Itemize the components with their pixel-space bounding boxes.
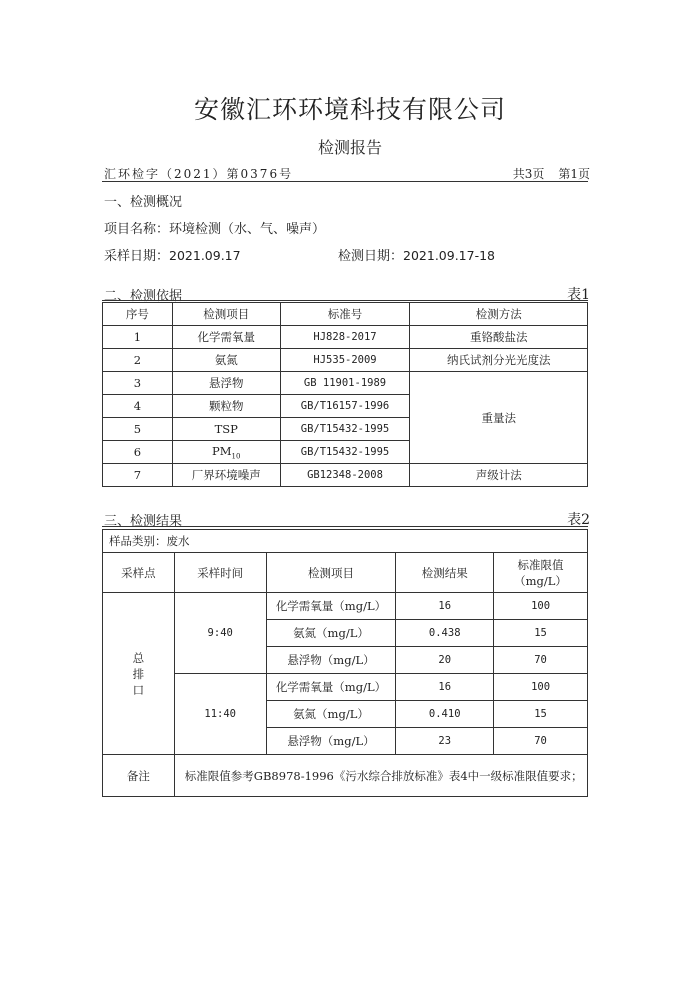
company-name: 安徽汇环环境科技有限公司 xyxy=(193,95,506,124)
table-header-row xyxy=(103,303,588,326)
header-cell xyxy=(494,553,588,593)
test-item-text: PM xyxy=(212,443,232,458)
testing-date-line xyxy=(338,245,495,264)
current-page: 第1页 xyxy=(558,167,590,181)
results-table xyxy=(102,529,588,797)
page-info xyxy=(513,165,590,182)
results-heading: 三、检测结果 xyxy=(104,514,183,529)
table1-caption: 表1 xyxy=(567,287,590,303)
testing-label: 检测日期： xyxy=(338,249,404,264)
row-number: 5 xyxy=(103,418,173,441)
standard-number: GB/T15432-1995 xyxy=(280,418,410,441)
basis-rule xyxy=(102,300,588,301)
test-item: 氨氮 xyxy=(172,349,280,372)
table-row xyxy=(103,464,588,487)
row-number: 4 xyxy=(103,395,173,418)
header-cell: 序号 xyxy=(103,303,173,326)
test-item: 厂界环境噪声 xyxy=(172,464,280,487)
row-number: 6 xyxy=(103,441,173,464)
doc-number: 汇环检字（2021）第0376号 xyxy=(104,167,294,181)
sampling-date-line xyxy=(104,245,241,264)
row-number: 1 xyxy=(103,326,173,349)
basis-table xyxy=(102,302,588,487)
row-number: 7 xyxy=(103,464,173,487)
table-row xyxy=(103,349,588,372)
standard-number: GB 11901-1989 xyxy=(280,372,410,395)
sampling-point xyxy=(103,593,175,755)
test-item-subscript: 10 xyxy=(231,452,241,461)
limit-value: 70 xyxy=(494,647,588,674)
test-result: 16 xyxy=(396,674,494,701)
table-row xyxy=(103,593,588,620)
test-item: 悬浮物（mg/L） xyxy=(266,728,396,755)
header-rule xyxy=(102,181,588,182)
row-number: 2 xyxy=(103,349,173,372)
test-method: 声级计法 xyxy=(410,464,588,487)
test-item: 悬浮物 xyxy=(172,372,280,395)
sampling-date: 2021.09.17 xyxy=(169,248,241,263)
test-method: 重铬酸盐法 xyxy=(410,326,588,349)
test-method-merged: 重量法 xyxy=(410,372,588,464)
project-value: 环境检测（水、气、噪声） xyxy=(169,222,326,237)
standard-number: GB12348-2008 xyxy=(280,464,410,487)
header-cell: 检测项目 xyxy=(266,553,396,593)
header-cell: 标准号 xyxy=(280,303,410,326)
limit-value: 70 xyxy=(494,728,588,755)
test-item: TSP xyxy=(172,418,280,441)
standard-number: GB/T15432-1995 xyxy=(280,441,410,464)
test-method: 纳氏试剂分光光度法 xyxy=(410,349,588,372)
test-item: 化学需氧量 xyxy=(172,326,280,349)
test-result: 16 xyxy=(396,593,494,620)
table-row xyxy=(103,372,588,395)
testing-date: 2021.09.17-18 xyxy=(403,248,496,263)
test-item: 化学需氧量（mg/L） xyxy=(266,593,396,620)
test-item xyxy=(172,441,280,464)
sample-type: 样品类别：废水 xyxy=(103,530,588,553)
limit-value: 100 xyxy=(494,674,588,701)
test-result: 0.410 xyxy=(396,701,494,728)
limit-value: 100 xyxy=(494,593,588,620)
test-result: 23 xyxy=(396,728,494,755)
point-char: 口 xyxy=(132,682,145,697)
results-rule xyxy=(102,526,588,527)
test-result: 20 xyxy=(396,647,494,674)
table-row xyxy=(103,674,588,701)
limit-header-line1: 标准限值 xyxy=(517,557,564,572)
header-cell: 采样时间 xyxy=(174,553,266,593)
standard-number: HJ535-2009 xyxy=(280,349,410,372)
header-cell: 检测结果 xyxy=(396,553,494,593)
standard-number: HJ828-2017 xyxy=(280,326,410,349)
project-label: 项目名称： xyxy=(104,222,170,237)
header-cell: 采样点 xyxy=(103,553,175,593)
test-result: 0.438 xyxy=(396,620,494,647)
point-char: 排 xyxy=(132,666,145,681)
limit-header-line2: （mg/L） xyxy=(514,573,567,588)
table-row xyxy=(103,326,588,349)
report-title: 检测报告 xyxy=(317,138,382,157)
test-item: 悬浮物（mg/L） xyxy=(266,647,396,674)
project-line xyxy=(104,218,325,237)
basis-heading: 二、检测依据 xyxy=(104,289,183,304)
remark-text: 标准限值参考GB8978-1996《污水综合排放标准》表4中一级标准限值要求； xyxy=(174,755,587,797)
remark-row xyxy=(103,755,588,797)
limit-value: 15 xyxy=(494,701,588,728)
sampling-time: 11:40 xyxy=(174,674,266,755)
point-char: 总 xyxy=(132,650,145,665)
test-item: 氨氮（mg/L） xyxy=(266,701,396,728)
sampling-time: 9:40 xyxy=(174,593,266,674)
sample-type-row xyxy=(103,530,588,553)
table-header-row xyxy=(103,553,588,593)
limit-value: 15 xyxy=(494,620,588,647)
overview-heading: 一、检测概况 xyxy=(104,195,183,210)
test-item: 氨氮（mg/L） xyxy=(266,620,396,647)
remark-label: 备注 xyxy=(103,755,175,797)
table2-caption: 表2 xyxy=(567,512,590,528)
header-cell: 检测项目 xyxy=(172,303,280,326)
header-cell: 检测方法 xyxy=(410,303,588,326)
total-pages: 共3页 xyxy=(512,167,545,181)
standard-number: GB/T16157-1996 xyxy=(280,395,410,418)
sampling-label: 采样日期： xyxy=(104,249,170,264)
row-number: 3 xyxy=(103,372,173,395)
test-item: 化学需氧量（mg/L） xyxy=(266,674,396,701)
test-item: 颗粒物 xyxy=(172,395,280,418)
